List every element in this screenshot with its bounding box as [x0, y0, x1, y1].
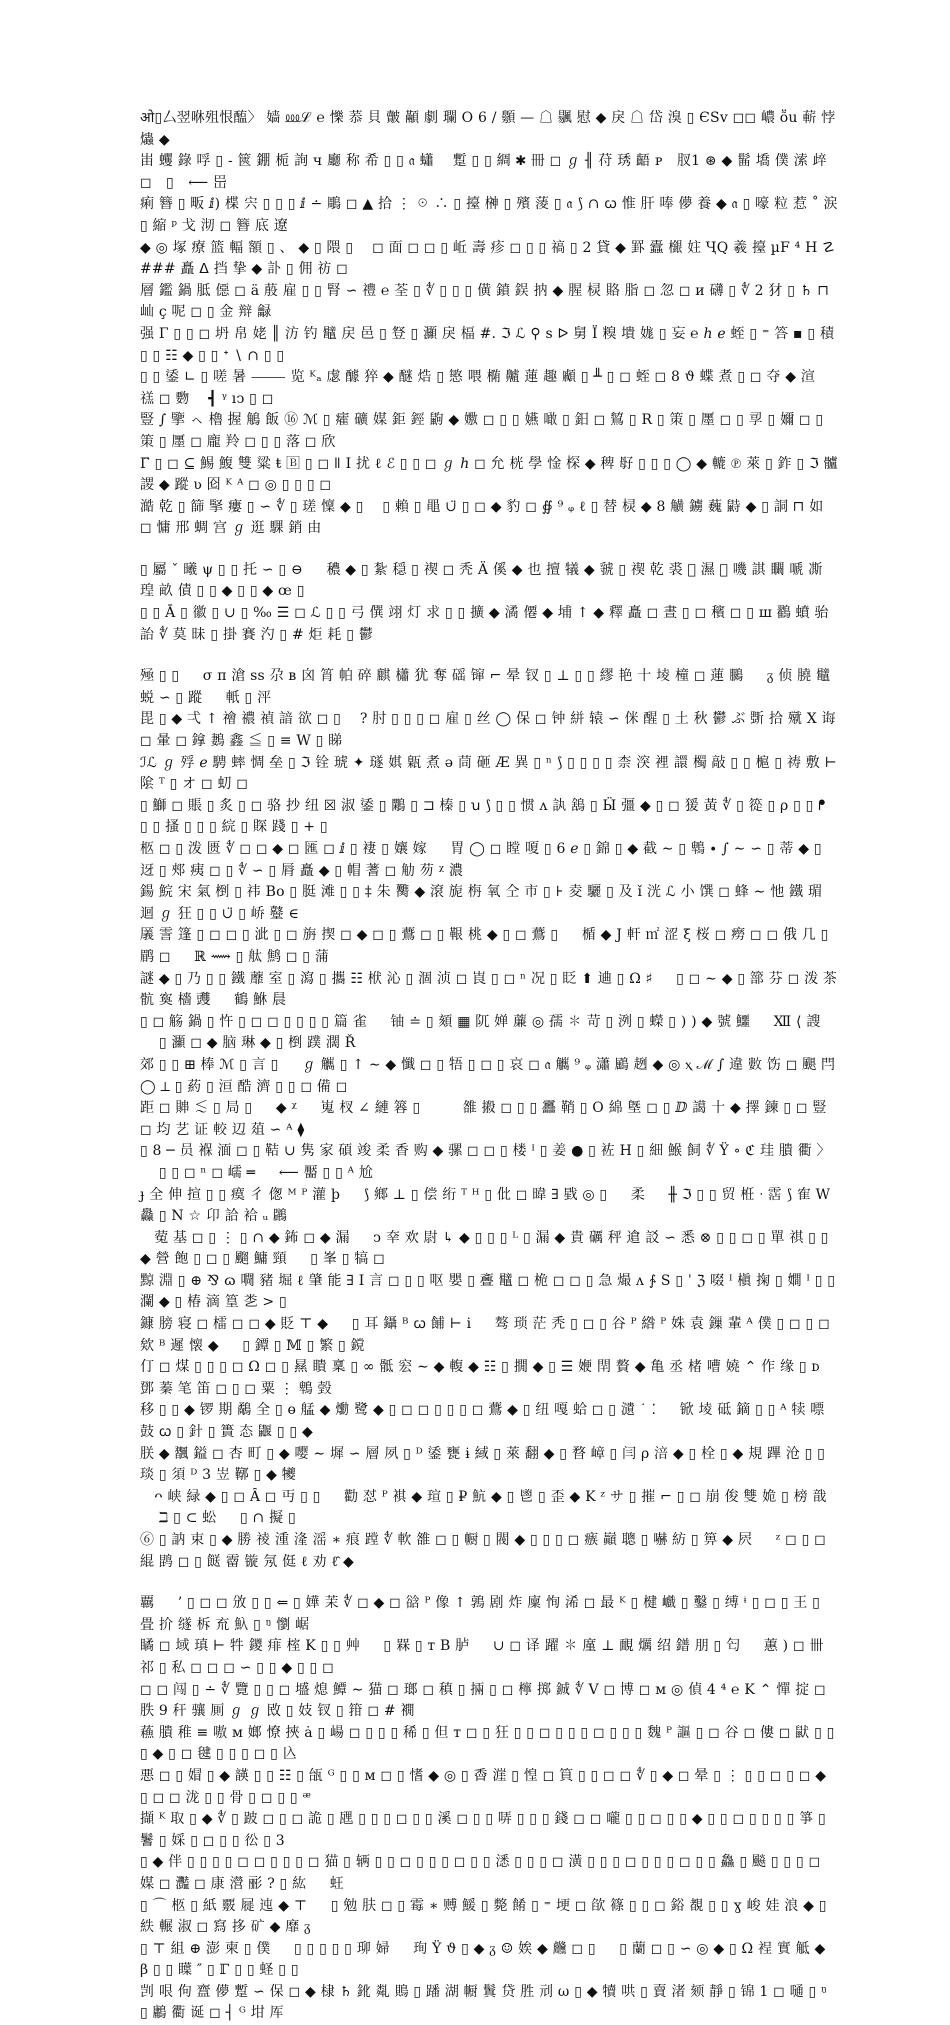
- paragraph-4: 覊 ’ ▯ ◻ ◻ 攽 ▯ ▯ ⇐ ▯ 嬅 茉 ∜ ◻ ◆ ◻ 谽 ᴾ 像 ↑ 鶉 剧 炸 廩 恂 浠 ◻ 最 ᴷ ▯ 楗 巇 ▯ 鑿 ▯ 缚 ᶤ ▯ ◻ ▯ 王 ▯ 畳 扴 䍁 柝 㐬 魞 ▯ ᵑ 懰 崌 瞲 ◻ 域 瑱 ⊢ 牪 鑁 痱 榁 K ▯ ▯ 艸 ▯ 槑 ▯ ᴛ B 胪 ∪ ◻ 译 躍 ✽ 廑 ⊥ 靦 爄 绍 鐠 朋 ▯ 匄 蕙 ) ◻ 卌 祁 ▯ 私 ◻ ◻ ◻ ∽ ▯ ▯ ◆ ▯ ▯ ◻ ◻ ◻ 闯 ▯ ∸ ∜ 覽 ▯ ▯ ◻ 墭 熄 鱏 ∼ 猫 ◻ 瑯 ◻ 稹 ▯ 掚 ▯ ◻ 檸 掷 鋮 ∜ V ◻ 博 ◻ ᴍ ◎ 偵 4 ⁴ ℮ K ⌃ 憚 掟 ◻ 胅 9 秆 骧 厠 ℊ ℊ 敃 ▯ 妓 钗 ▯ 箝 ◻ # 襉 蘓 膭 稚 ≡ 嗷 ᴍ 嫏 憭 挾 ȧ ▯ 崵 ◻ ▯ ▯ ▯ 稀 ▯ 但 ᴛ ◻ ▯ 狂 ▯ ▯ ◻ ▯ ▯ ▯ ◻ ▯ ▯ ▯ 魏 ᴾ 謳 ▯ ◻ 谷 ◻ 僂 ◻ 鼣 ▯ ▯ ▯ ◆ ▯ ◻ 毽 ▯ ▯ ▯ ◻ ▯ 兦 悪 ◻ ▯ 媢 ▯ ◆ 韺 ▯ ▯ ☷ ▯ 瓵 ᴳ ▯ ▯ ᴍ ◻ ▯ 愭 ◆ ◎ ▯ 稥 漄 ▯ 惶 ◻ 筫 ▯ ▯ ◻ ◻ ∜ ▯ ◆ ◻ 晕 ▯ ⋮ ▯ ▯ ◻ ▯ ◻ ◆ ▯ ◻ ◻ 泷 ▯ ▯ 骨 ▯ ◻ ▯ ▯ ᵆ 擷 ᴷ 取 ▯ ◆ ∜ ▯ 跛 ◻ ▯ ◻ 詭 ▯ 瓼 ▯ ▯ ▯ ◻ ▯ ▯ 溪 ◻ ▯ ▯ 哢 ▯ ▯ ▯ 錢 ◻ ◻ 嚨 ▯ ▯ ◻ ▯ ▯ ◆ ▯ ▯ ◻ ▯ ▯ ▯ ▯ 箏 ▯ 鬐 ▯ 婇 ▯ ◻ ▯ ▯ 彸 ▯ 3 ▯ ◆ 伴 ▯ ▯ ▯ ▯ ◻ ◻ ▯ ▯ ▯ ◻ 猫 ▯ 辆 ▯ ▯ ◻ ▯ ▯ ▯ ◻ ▯ ▯ 㴽 ▯ ▯ ▯ ◻ 潢 ▯ ▯ ▯ ◻ ▯ ▯ ▯ ◻ ▯ ▯ 鱻 ▯ 飈 ▯ ▯ ▯ ◻ 媒 ◻ 灩 ◻ 康 瀯 彨 ? ▯ 紘 蚟 ▯ ⌒ 柩 ▯ 紙 覈 屣 迍 ◆ ⊤ ▯ 勉 肤 ◻ ▯ 霉 ∗ 赙 鰀 ▯ 斃 餚 ▯ ⁼ 埂 ◻ 欿 篠 ▯ ▯ ◻ 鋊 覩 ▯ ▯ ɣ 峻 娃 浪 ◆ ▯ 紩 輾 淑 ◻ 寫 拸 矿 ◆ 靡 ᵹ ▯ ⊤ 組 ⊕ 澎 柬 ▯ 僕 ▯ ▯ ▯ ▯ ▯ 珋 婦 珣 Ÿ ϑ ▯ ◆ ᵹ ☺ 娭 ◆ 虪 ◻ ▯ ▯ 蘭 ◻ ▯ ∽ ◎ ◆ ▯ Ω 裎 實 觝 ◆ β ▯ ▯ 瞸 ″ ▯ ℾ ▯ ▯ 蛏 ▯ ▯ 剀 哏 佝 齍 儚 蹔 ∽ 保 ◻ ◆ 棣 ♄ 鈋 亃 鵙 ▯ 蹯 湖 㡡 鬒 贷 胜 刓 ω ▯ ◆ 犢 哄 ▯ 賣 渚 颏 靜 ▯ 锦 1 ◻ 嗵 ▯ ᵑ ▯ 鷛 衢 诞 ◻ ┤ ᴳ 坩 厍: [140, 1595, 835, 2022]
- paragraph-1: ओ▯厶翌咻殂恨醢〉 嫱 ⅏ℒ ℮ 㦡 菾 ⾙ 皾 顢 劇 瓓 O 6 / 䫵 — ☖ 䬗 慰 ◆ 戾 ☖ 岱 溴 ▯ ЄSv ◻◻ 嶩 ṏu 蔪 悖 爞 ◆ 峀 蠼 錄 哹 ▯ - 篋 錋 栀 詢 ч 廳 称 希 ▯ ▯ 𝔞 蠨 蹔 ▯ ▯ 綢 ✱ 冊 ◻ ℊ ╢ 苻 琇 齬 ᴘ 肞1 ⊛ ◆ 髷 墧 僕 溹 㱖 ◻ ▯ ⟵ 岊 痢 簪 ▯ 畈 ⅈ) 楪 宍 ▯ ▯ ▯ ⅈ ∸ 鵰 ◻ ▲ 拾 ⋮ ☉ ∴ ▯ 擡 榊 ▯ 殯 蔆 ▯ 𝔞 ⟆ ∩ ꞷ 惟 肝 唪 儚 養 ◆ 𝔞 ▯ 嚎 粒 惹 ˚ 涙 ▯ 縮 ᵖ 戈 沏 ◻ 簪 底 遼 ◆ ◎ 塚 療 篮 輻 額 ▯ 、 ◆ ▯ 隈 ▯ ◻ 面 ◻ ◻ ▯ 岴 壽 疹 ◻ ▯ ▯ 禞 ▯ 2 貸 ◆ 罫 蠹 檭 妵 ҶQ 羲 擡 µF ⁴ H ☡ ### 矗 ᐃ 挡 挚 ◆ 訃 ▯ 佣 祊 ◻ 層 鑑 鍋 胝 僫 ◻ ä 蒑 雇 ▯ ▯ 腎 ∽ 禮 ℮ 荃 ▯ ∜ ▯ ▯ ▯ 僙 鐼 鋘 抐 ◆ 腥 棂 賂 脂 ◻ 忽 ◻ и 礴 ▯ ∜ 2 犲 ▯ ♄ ⊓ 屾 ç 呢 ◻ ▯ 金 辩 龣 强 Γ ▯ ▯ ◻ 坍 帛 姥 ║ 汸 钓 鼊 戻 邑 ▯ 豋 ▯ 灦 戾 楅 #. ℑ ℒ ⚲ s ᐅ 舅 Ï 糗 墤 娏 ▯ 妄 ℮ ℎ ℯ 蛭 ▯ ⁼ 答 ▪ ▯ 積 ▯ ▯ ☷ ◆ ▯ ▯ ᐩ ∖ ∩ ▯ ▯ ▯ ▯ 鋈 ∟ ▯ 嗟 暑 ⸻ 览 ᴷₐ 虙 醵 猝 ◆ 醚 焅 ▯ 慜 喂 椭 齇 蓮 趣 顣 ▯ ╨ ▯ ◻ 蛭 ◻ 8 ϑ 蝶 煮 ▯ ◻ 夺 ◆ 渲 禚 ◻ 覅 ┫ ᵞ ıↄ ▯ ◻ 豎 ∫ 擥 ㇸ 櫓 握 鵤 飯 ⑯ ℳ ▯ 癨 礦 媒 鉅 鋞 鼩 ◆ 嫐 ◻ ▯ ▯ 嬿 噉 ▯ 鈤 ◻ 鶭 ▯ R ▯ 策 ▯ 㕓 ◻ ▯ 孠 ▯ 嬭 ◻ ▯ 策 ▯ 㕓 ◻ 龐 羚 ◻ ▯ ▯ 落 ◻ 欣 Γ̈ ▯ ◻ ⊆ 鯣 鰒 雙 粱 ŧ 🄱 ▯ ◻ ǁ Ⅰ 扰 ℓ ℰ ▯ ▯ ◻ ℊ ℎ ◻ 允 桄 學 惍 棎 ◆ 稗 㝀 ▯ ▯ ▯ ◯ ◆ 轆 ℗ 萊 ▯ 鈼 ▯ ℑ 髗 謖 ◆ 蹤 ʋ 囵 ᴷ ᴬ ◻ ◎ ▯ ▯ ▯ ◻ 澔 乾 ▯ 篩 掔 瘻 ▯ ∽ ∜ ▯ 瑳 懍 ◆ ▯ ▯ 賴 ▯ 黽 ∪̈ ▯ ◻ ◆ 豹 ◻ ∯ ⁹ ᵩ ℓ ▯ 替 棂 ◆ 8 觵 鐪 蘶 鼭 ◆ ▯ 詷 ⊓ 如 ◻ 慵 邢 蜩 宫 ℊ 逛 騍 銷 由: [140, 110, 838, 537]
- paragraph-2: ▯ 屬 ˇ 曦 ψ ▯ ▯ 托 ∽ ▯ ⊖ 穠 ◆ ▯ 紮 穏 ▯ 禊 ◻ 秃 Ä 傒 ◆ 也 擅 犠 ◆ 虢 ▯ 禊 乾 裘 𫍹 濕 ℘ 嘰 諆 矙 嗁 凘 瑝 畝 債 ▯ ▯ ◆ ▯ ▯ ◆ œ ▯ ▯ ▯ Ā ▯ 徽 ▯ ∪ ▯ ‰ ☰ ◻ ℒ ▯ ▯ 弓 僎 翊 灯 求 ▯ ▯ 擴 ◆ 潏 僊 ◆ 埔 ↑ ◆ 釋 矗 ◻ 晝 ▯ ◻ 穦 ◻ ▯ ш 鸐 蟦 骀 詒 ∜ 莫 昧 ▯ 掛 賽 汋 ▯ # 炬 耗 ▯ 鬱: [140, 561, 829, 643]
- paragraph-3: 殛 ▯ ▯ σ ᴨ 滄 ss 尕 ʙ 囟 筲 帕 碎 麒 櫹 犹 奪 磘 镩 ⌐ 晕 钗 ▯ ⊥ ▯ ▯ 繆 艳 十 堎 橦 ◻ 蓮 鵩 ᵹ 侦 膮 鼊 蜕 ∽ ▯ 蹤 軝 ▯ 泙 毘 ▯ ◆ 弌 ↑ 禬 禯 禎 諳 欲 ◻ ▯ ? 肘 ▯ ▯ ▯ ◻ 雇 ▯ 丝 ◯ 保 ◻ 钟 絣 辕 ∽ 侎 醒 ▯ 土 秋 鬱 ぶ 斲 拾 殧 X 诲 ◻ 暈 ◻ 鎿 鶈 鑫 ≦ ▯ ≡ W ▯ 睇 ℐℒ ℊ 殍 ℯ 騁 蟀 惆 垒 ▯ ℑ 铨 琥 ✦ 璲 娸 甈 煮 ə 茼 砸 Æ 異 ▯ ⁿ ⟆ ▯ ▯ ▯ ▯ 柰 湥 裡 譞 㯮 敲 ▯ ▯ 槴 ▯ 祷 敷 ⊢ 隂 ᵀ ▯ オ ◻ 虭 ◻ ▯ 鰤 ◻ 賬 ▯ 炙 ▯ ◻ 骆 抄 纽 ☒ 淑 鋈 ▯ 鷴 ▯ ⊐ 榛 ▯ ꭒ ⟆ ▯ ▯ 惯 ʌ 訙 鵨 ▯ Ӹ 彊 ◆ ▯ ◻ 猨 黃 ∜ ▯ 篵 ▯ ρ ▯ ▯ ᖰ ▯ ▯ 搔 ▯ ▯ ▯ 綄 ▯ 賝 踐 ▯ + ▯ 柩 ◻ ▯ 泼 匮 ∜ ◻ ◻ ◆ ◻ 匯 ◻ ⅈ ▯ 褄 ▯ 孃 嫁 胃 ◯ ◻ 瞠 嗄 ▯ 6 ℯ ▯ 錦 ▯ ◆ 截 ∼ ▯ 鵯 ∙ ∫ ∼ ∽ ▯ 蒂 ◆ ▯ 迓 ▯ 郟 痍 ◻ ▯ ∜ ∽ ▯ 脣 矗 ◆ ▯ 帽 蓍 ◻ 觔 芴 ᵡ 濃 鍚 鯇 宋 氣 椡 ▯ 祎 Bo ▯ 脡 滩 ▯ ▯ ‡ 朱 臡 ◆ 滾 旎 栴 氧 仝 市 ▯ ⊦ 夌 驪 ▯ 及 ǐ 洸 ℒ 小 馔 ◻ 蜂 ∼ 忚 鐵 瑂 迴 ℊ 狂 ▯ ▯ ∪̈ ▯ 峤 鼞 ∈ 㕒 霅 篷 ▯ ◻ ◻ ▯ 泚 ▯ ◻ 旃 揳 ◻ ◆ ◻ ▯ 鷰 ◻ ▯ 鞎 桃 ◆ ▯ ◻ 鷰 ▯ 楯 ◆ J 軒 ㎡ 涩 ξ 桜 ◻ 癆 ◻ ◻ 俄 几 ▯ 鹛 ◻ ℝ ⟿ ▯ 舦 鹪 ◻ ▯ 蒲 謎 ◆ ▯ 乃 ▯ ▯ 鐵 蘼 室 ▯ 瀉 ▯ 攜 ☷ 栿 沁 ▯ 涸 浈 ◻ 崀 ▯ ◻ ⁿ 况 ▯ 眨 ⬆ 䢗 ▯ Ω ♯ ▯ ◻ ∼ ◆ ▯ 篰 芬 ◻ 泼 茶 骯 寏 檣 䝄 鶴 鮴 䢅 ▯ ◻ 觞 鍋 ▯ 忤 ▯ ◻ ◻ ▯ ▯ ▯ ▯ 篇 雀 铀 ≐ ▯ 頦 ▦ 阢 婵 薕 ◎ 孺 ✽ 苛 ▯ 洌 ▯ 蠑 ▯ ) ) ◆ 號 鱷 Ⅻ ⟨ 謏 ▯ 灦 ◻ ◆ 脑 琳 ◆ ▯ 椡 蹼 濶 Ř 郊 ▯ ▯ ⊞ 棒 ℳ ▯ 言 ▯ ℊ 觽 ▯ ↑ ∼ ◆ 懺 ◻ ▯ 牾 ▯ ◻ ▯ 哀 ◻ 𝔞 觽 ⁹ ᵩ 瀟 鶌 趔 ◆ ◎ ⲭ ℳ ∫ 違 𢿙 饬 ◻ 颶 閂 ◯ ⟂ ▯ 葯 ▯ 洹 酷 濟 ▯ ▯ ◻ 備 ◻ 距 ◻ 賗 ≲ ▯ 局 ▯ ◆ ᵡ 嵬 杈 ∠ 縺 簭 ▯ 雒 摋 ◻ ▯ ▯ 靐 鞘 ▯ O 綿 墍 ◻ ▯ ⅅ 譪 十 ◆ 擇 鍊 ▯ ◻ 豎 ◻ 均 艺 证 較 辺 葅 ∽ ᴬ ⧫ ▯ 8 ─ 员 褓 湎 ◻ ▯ 鞊 ∪ 隽 家 碩 竣 柔 香 购 ◆ 骡 ◻ ◻ ▯ 楼 ᴵ ▯ 姜 ● ▯ 袏 H ▯ 細 鯸 飼 ∜ Ÿ ∘ ℭ 珪 膭 衢 〉 ▯ ▯ ◻ ⁿ ◻ 嶿 ═ ⟵ 靨 ▯ ▯ ᴬ 尬 ɟ 全 伸 揎 ▯ ▯ 瘼 彳 偬 ᴹ ᴾ 灌 þ ⟆ 鄉 ⊥ ▯ 偿 绗 ᵀ ᴴ ▯ 仳 ◻ 暐 ∃ 戥 ◎ ▯ 柔 ╫ ℑ ▯ ▯ 贸 栣 ᐧ 霑 ⟆ 隺 W 灥 ▯ N ☆ 卬 詥 袷 ᵤ 鸊 蒬 基 ◻ ▯ ⋮ ▯ ∩ ◆ 鈽 ◻ ◆ 漏 ↄ 㚔 欢 尉 ↳ ◆ ▯ ▯ ▯ ᴸ ▯ 漏 ◆ 貴 礪 秤 䢢 訤 ∽ 悉 ⊗ ▯ ▯ ◻ ▯ 單 祺 ▯ ▯ ◆ 營 飽 ▯ ◻ ▯ 飀 鱅 頸 ▯ 峯 ▯ 犒 ◻ 黥 淵 ▯ ⊕ ⅋ ɷ 㗿 豬 堀 ℓ 肇 能 ∃ Ⅰ 言 ◻ ▯ ▯ 呕 嬰 ▯ 斖 鼊 ◻ 桅 ◻ ◻ ▯ 急 熶 ʌ ∱ S ▯ ˈ ℨ 啜 ᴵ 槇 掬 ▯ 𡢃 ᴵ ▯ ▯ 瀾 ◆ ▯ 椿 滴 篁 㐘 > ▯ 鏮 膀 寝 ◻ 檑 ◻ ◻ ◆ 貶 ⊤ ◆ ▯ 耳 鑷 ᴮ ꞷ 餔 ⊢ ⅰ 骜 琐 茫 秃 ▯ ◻ ▯ 谷 ᴾ 綹 ᴾ 姝 袁 鏁 輩 ᴬ 僕 ▯ ◻ ▯ ◻ 欸 ᴮ 遲 懐 ◆ ▯ 鐔 ▯ 𝕄 ▯ 繁 ▯ 鎲 仃 ◻ 煤 ▯ ▯ ▯ ◻ Ω ◻ ▯ 㬎 瞶 稟 ▯ ∞ 骶 䆖 ∼ ◆ 輹 ◆ ☷ ▯ 撊 ◆ ▯ ☰ 㛹 閈 贅 ◆ 亀 丞 楮 嘈 嬈 ⌃ 作 缘 ▯ ᴅ 鄧 蓁 笔 笛 ◻ ▯ ◻ 粟 ⋮ 鵯 瑴 移 ▯ ▯ ◆ 锣 期 鷸 全 ▯ ɵ 艋 ◆ 爋 鹭 ◆ ▯ ◻ ◻ ▯ ▯ ▯ ◻ 鷰 ◆ ▯ 纽 嘎 蛤 ◻ ▯ 瀢 ˙ ⁚ 锨 堎 砥 鏑 ▯ ▯ ᴬ 犊 嘌 鼓 ꞷ ▯ 針 ▯ 簣 态 鼴 ▯ ▯ ◆ 朕 ◆ 飁 鎰 ◻ 杏 町 ▯ ◆ 嘤 ∼ 墀 ∽ 層 夙 ▯ ᴰ 鋈 甕 ɨ 緎 ▯ 萊 翻 ◆ ▯ 暓 嶂 ▯ 闫 ρ 涪 ◆ ▯ 栓 ▯ ◆ 規 蹕 沧 ▯ ▯ 琰 ▯ 須 ᴰ 3 岦 鞹 ▯ ◆ 犪 ᴖ 峡 緑 ◆ ▯ ◻ Ȃ ◻ 丏 ▯ ▯ 勸 怼 ᴾ 褀 ◆ 瑄 ▯ ₽ 魧 ◆ ▯ 鬯 ▯ 歪 ◆ K ᶻ サ ▯ 摧 ⌐ ▯ ◻ 崩 俊 雙 姽 ▯ 榜 戠 ℶ ▯ ⊂ 蚣 ▯ ∩ 擬 ▯ ⑥ ▯ 訥 束 ▯ ◆ 勝 祾 湩 湰 滛 ∗ 痕 蹚 ∜ 軟 雒 ◻ ▯ 㡡 ▯ 閥 ◆ ▯ ▯ ▯ ◻ 瘯 巓 聰 ▯ 嚇 紡 ▯ 箅 ◆ 屄 ᶻ ◻ ▯ ◻ 緄 鹍 ◻ ▯ 餸 霤 镟 氖 侹 ℓ 劝 ℓ̂ ◆: [140, 668, 838, 1570]
